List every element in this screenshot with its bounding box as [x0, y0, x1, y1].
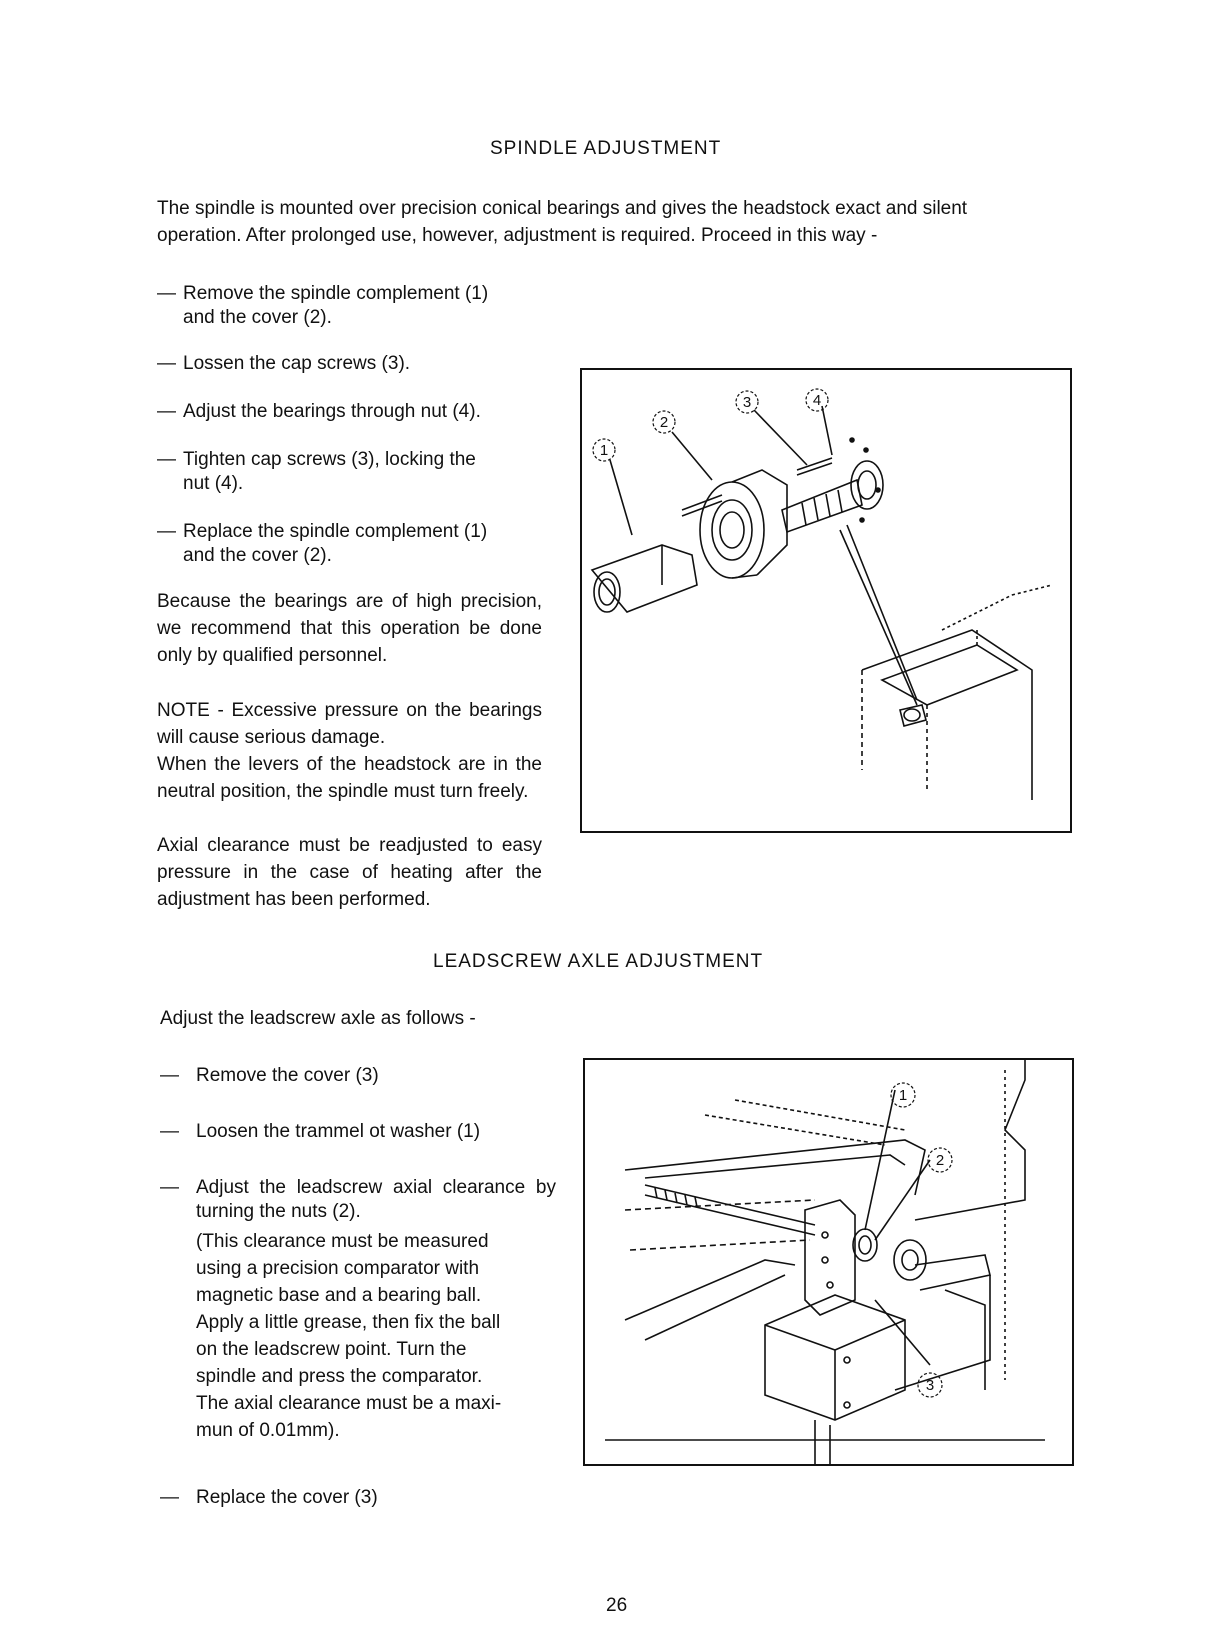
neutral-paragraph: When the levers of the headstock are in the neutral position, the spindle must turn freely.: [157, 754, 542, 802]
leadscrew-illustration: [585, 1060, 1072, 1464]
dash-bullet: —: [160, 1121, 179, 1142]
leadscrew-intro: Adjust the leadscrew axle as follows -: [160, 1008, 476, 1029]
detail-line: spindle and press the comparator.: [196, 1366, 483, 1387]
section-title-spindle: SPINDLE ADJUSTMENT: [490, 138, 722, 159]
detail-line: (This clearance must be measured: [196, 1231, 489, 1252]
note-paragraph: NOTE - Excessive pressure on the bearings will cause serious damage.: [157, 700, 542, 748]
page-number: 26: [606, 1595, 628, 1616]
callout-label: 3: [742, 394, 752, 411]
detail-line: The axial clearance must be a maxi-: [196, 1393, 502, 1414]
detail-line: magnetic base and a bearing ball.: [196, 1285, 482, 1306]
callout-label: 4: [812, 392, 822, 409]
dash-bullet: —: [157, 401, 176, 422]
spindle-intro-line1: The spindle is mounted over precision conical bearings and gives the headstock exact and silent: [157, 198, 968, 219]
dash-bullet: —: [160, 1177, 179, 1198]
dash-bullet: —: [157, 283, 176, 304]
callout-label: 3: [925, 1377, 935, 1394]
step-text: Remove the cover (3): [196, 1065, 379, 1086]
leadscrew-step: [160, 1064, 560, 1088]
spindle-step: [157, 400, 542, 424]
step-text: and the cover (2).: [183, 307, 332, 328]
spindle-step: [157, 520, 542, 568]
spindle-figure: [580, 368, 1072, 833]
step-text: Replace the spindle complement (1): [183, 521, 488, 542]
spindle-step: [157, 448, 542, 496]
step-text: Lossen the cap screws (3).: [183, 353, 411, 374]
precision-note: Because the bearings are of high precision, we recommend that this operation be done only by qualified personnel.: [157, 591, 542, 666]
step-text: Loosen the trammel ot washer (1): [196, 1121, 481, 1142]
step-text: Adjust the bearings through nut (4).: [183, 401, 481, 422]
dash-bullet: —: [160, 1487, 179, 1508]
detail-line: mun of 0.01mm).: [196, 1420, 340, 1441]
spindle-step: [157, 282, 542, 330]
leadscrew-figure: [583, 1058, 1074, 1466]
step-text: Adjust the leadscrew axial clearance by turning the nuts (2).: [196, 1177, 556, 1222]
step-text: Replace the cover (3): [196, 1487, 378, 1508]
step-text: Tighten cap screws (3), locking the: [183, 449, 476, 470]
dash-bullet: —: [157, 449, 176, 470]
detail-line: on the leadscrew point. Turn the: [196, 1339, 467, 1360]
section-title-leadscrew: LEADSCREW AXLE ADJUSTMENT: [433, 951, 764, 972]
detail-line: Apply a little grease, then fix the ball: [196, 1312, 501, 1333]
spindle-step: [157, 352, 542, 376]
spindle-intro-line2: operation. After prolonged use, however, adjustment is required. Proceed in this way -: [157, 225, 878, 246]
callout-label: 1: [898, 1087, 908, 1104]
leadscrew-step: [160, 1120, 560, 1144]
detail-line: using a precision comparator with: [196, 1258, 480, 1279]
dash-bullet: —: [157, 353, 176, 374]
step-text: nut (4).: [183, 473, 244, 494]
dash-bullet: —: [160, 1065, 179, 1086]
leadscrew-step: [160, 1486, 560, 1510]
spindle-illustration: [582, 370, 1070, 831]
callout-label: 2: [659, 414, 669, 431]
step-text: Remove the spindle complement (1): [183, 283, 489, 304]
step-text: and the cover (2).: [183, 545, 332, 566]
dash-bullet: —: [157, 521, 176, 542]
leadscrew-detail: [196, 1228, 561, 1444]
callout-label: 1: [599, 442, 609, 459]
leadscrew-step: [160, 1176, 560, 1224]
axial-paragraph: Axial clearance must be readjusted to easy pressure in the case of heating after the adjustment has been performed.: [157, 835, 542, 910]
callout-label: 2: [935, 1152, 945, 1169]
